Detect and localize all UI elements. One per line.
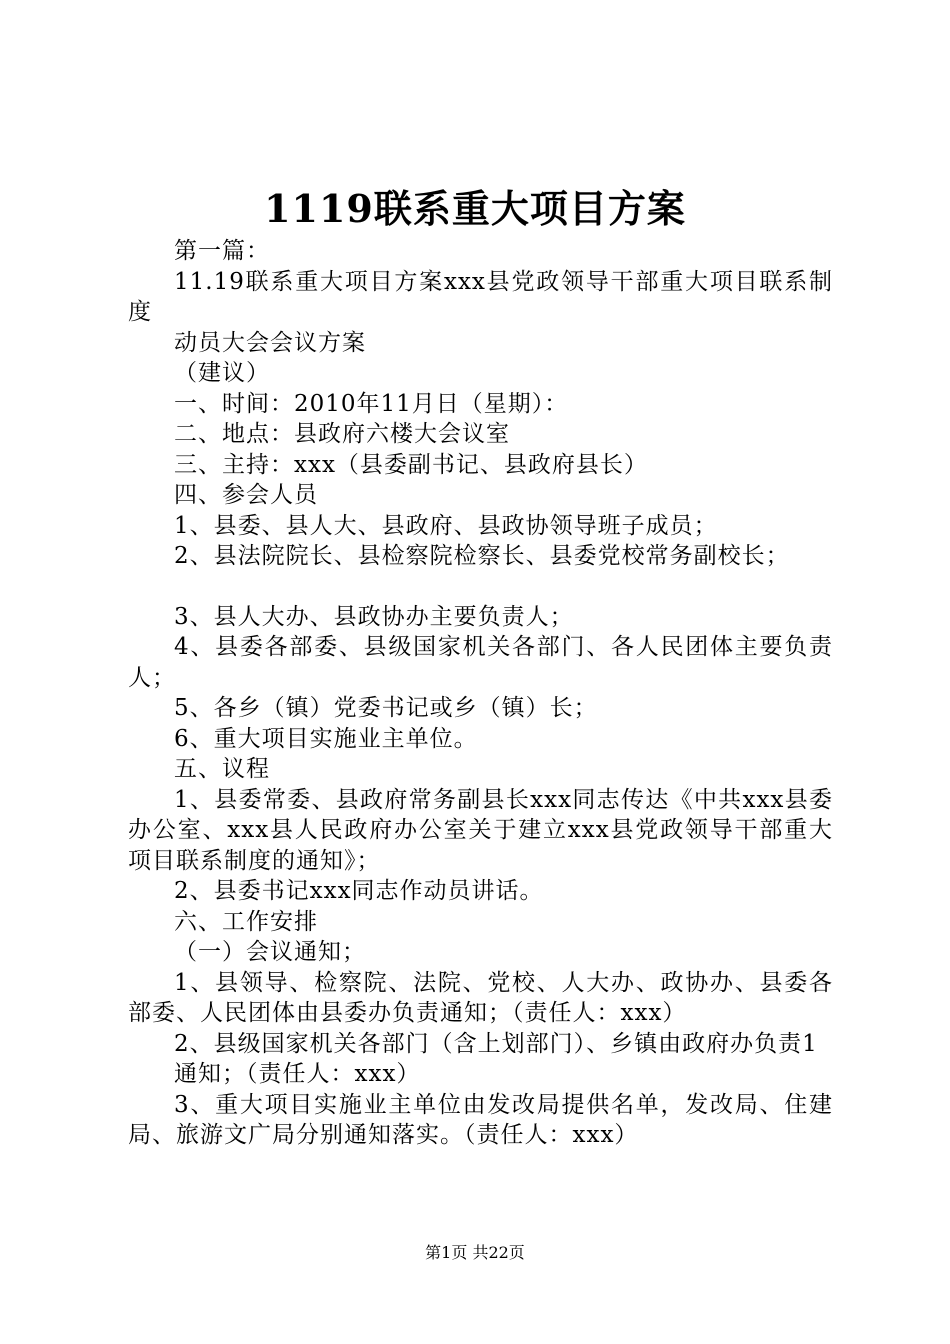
paragraph: 1、县委、县人大、县政府、县政协领导班子成员； xyxy=(174,512,718,539)
paragraph: 第一篇： xyxy=(174,238,270,264)
paragraph: 1、县领导、检察院、法院、党校、人大办、政协办、县委各部委、人民团体由县委办负责通知；（责任人：xxx） xyxy=(128,969,833,1026)
paragraph: 通知；（责任人：xxx） xyxy=(174,1061,421,1087)
paragraph: 六、工作安排 xyxy=(174,908,318,935)
paragraph: 6、重大项目实施业主单位。 xyxy=(174,725,478,752)
paragraph: 3、县人大办、县政协办主要负责人； xyxy=(174,603,574,630)
paragraph: 五、议程 xyxy=(174,756,270,782)
document-body xyxy=(128,236,833,1151)
paragraph: 动员大会会议方案 xyxy=(174,329,366,356)
paragraph: 4、县委各部委、县级国家机关各部门、各人民团体主要负责人； xyxy=(128,634,833,691)
paragraph: 三、主持：xxx（县委副书记、县政府县长） xyxy=(174,451,648,478)
blank-line xyxy=(128,572,833,602)
paragraph: 四、参会人员 xyxy=(174,482,318,508)
page-number-footer: 第1页 共22页 xyxy=(425,1243,525,1262)
document-title: 1119联系重大项目方案 xyxy=(264,186,686,231)
paragraph: 二、地点：县政府六楼大会议室 xyxy=(174,421,510,447)
paragraph: 5、各乡（镇）党委书记或乡（镇）长； xyxy=(174,695,598,721)
paragraph: 1、县委常委、县政府常务副县长xxx同志传达《中共xxx县委办公室、xxx县人民政府办公室关于建立xxx县党政领导干部重大项目联系制度的通知》； xyxy=(128,786,833,874)
paragraph: （一）会议通知； xyxy=(174,939,366,965)
paragraph: 11.19联系重大项目方案xxx县党政领导干部重大项目联系制度 xyxy=(128,268,833,325)
paragraph: 一、时间：2010年11月日（星期）： xyxy=(174,390,569,417)
paragraph: （建议） xyxy=(174,360,270,386)
paragraph: 3、重大项目实施业主单位由发改局提供名单，发改局、住建局、旅游文广局分别通知落实。（责任人：xxx） xyxy=(128,1091,833,1148)
paragraph: 2、县委书记xxx同志作动员讲话。 xyxy=(174,878,544,904)
paragraph: 2、县法院院长、县检察院检察长、县委党校常务副校长； xyxy=(174,543,790,569)
paragraph: 2、县级国家机关各部门（含上划部门）、乡镇由政府办负责1 xyxy=(174,1030,818,1057)
